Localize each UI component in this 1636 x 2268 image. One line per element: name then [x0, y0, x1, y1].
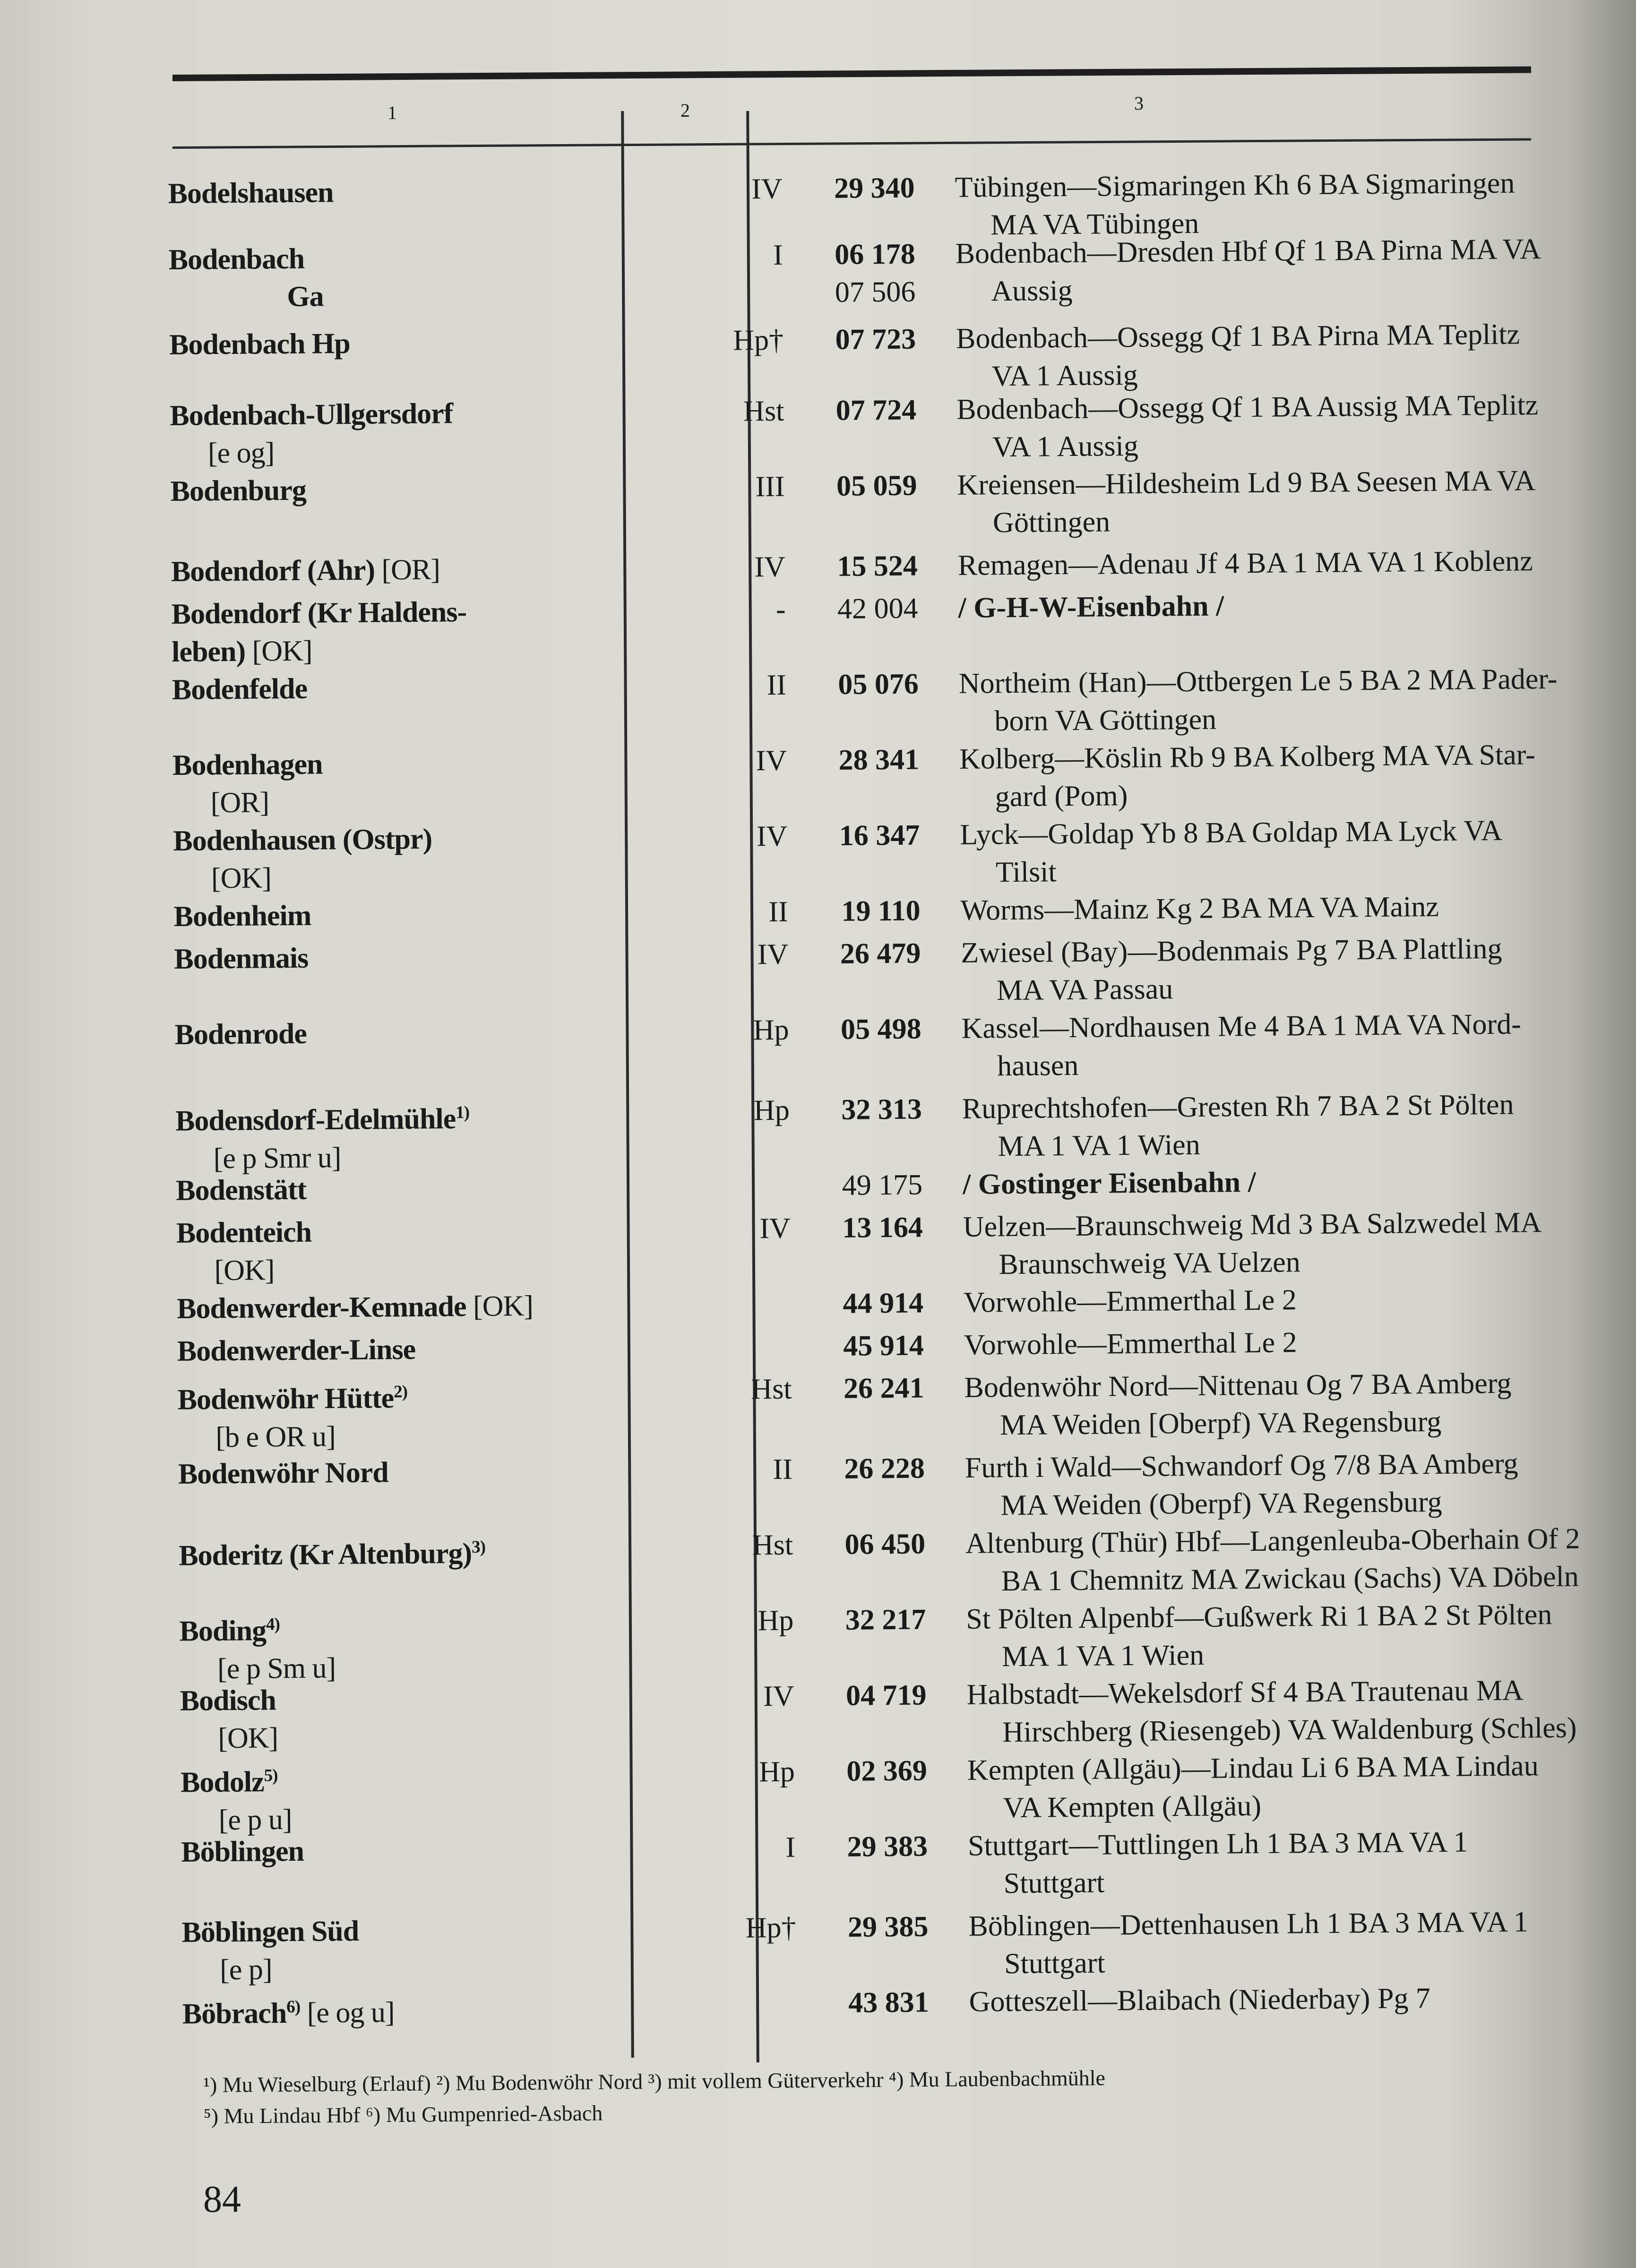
- route-line-continued: hausen: [997, 1049, 1079, 1082]
- route-line: Furth i Wald—Schwandorf Og 7/8 BA Amberg: [964, 1447, 1518, 1484]
- station-number-value: 28 341: [838, 743, 920, 776]
- station-class: Hp†: [733, 324, 784, 357]
- route-line-continued: Hirschberg (Riesengeb) VA Waldenburg (Schles): [1002, 1711, 1577, 1749]
- column-header-1: 1: [387, 102, 397, 123]
- route-line: Gotteszell—Blaibach (Niederbay) Pg 7: [969, 1982, 1431, 2018]
- station-number: [622, 235, 915, 313]
- station-class: I: [785, 1831, 796, 1864]
- route-line: Uelzen—Braunschweig Md 3 BA Salzwedel MA: [963, 1206, 1542, 1243]
- station-number-value: 06 178: [834, 238, 915, 271]
- footnote-mark-4: 4): [266, 1615, 280, 1634]
- station-name: [176, 1211, 588, 1290]
- route-info: [962, 1084, 1636, 1166]
- station-name: [178, 1452, 590, 1493]
- station-name-text: Böbrach: [182, 1997, 287, 2030]
- station-number: [632, 1450, 925, 1490]
- station-class: Hp: [753, 1014, 789, 1047]
- station-number: [628, 1010, 921, 1050]
- table-row: [171, 542, 1565, 588]
- station-name: [179, 1528, 590, 1574]
- route-line-continued: VA Kempten (Allgäu): [1003, 1789, 1262, 1824]
- station-name: [174, 937, 586, 978]
- table-row: [179, 1520, 1580, 1598]
- station-class: III: [755, 470, 785, 503]
- station-number-value: 44 914: [843, 1287, 924, 1320]
- route-info: [969, 1977, 1636, 2021]
- route-info: [959, 659, 1636, 740]
- table-row: [168, 164, 1562, 241]
- station-qualifier: [OR]: [210, 786, 269, 819]
- route-line-continued: BA 1 Chemnitz MA Zwickau (Sachs) VA Döbeln: [1001, 1560, 1579, 1598]
- station-name: [168, 172, 579, 213]
- station-number: [624, 467, 917, 507]
- route-line: Kreiensen—Hildesheim Ld 9 BA Seesen MA VA: [957, 464, 1536, 501]
- table-row: [170, 386, 1564, 470]
- station-number: [629, 1091, 922, 1131]
- station-name-text: Bodenrode: [174, 1017, 307, 1051]
- station-number: [634, 1752, 928, 1792]
- station-class: Hst: [752, 1529, 793, 1562]
- route-line: Bodenbach—Ossegg Qf 1 BA Aussig MA Teplitz: [956, 389, 1539, 426]
- station-number-value: 07 724: [835, 394, 917, 427]
- station-number: [635, 1827, 928, 1867]
- route-line-continued: VA 1 Aussig: [992, 430, 1139, 464]
- route-line: / G-H-W-Eisenbahn /: [958, 590, 1224, 624]
- route-line: Bodenbach—Ossegg Qf 1 BA Pirna MA Teplitz: [956, 318, 1520, 355]
- station-number-value: 04 719: [845, 1679, 927, 1712]
- route-line: Northeim (Han)—Ottbergen Le 5 BA 2 MA Pader-: [958, 662, 1558, 700]
- station-qualifier: [OK]: [211, 862, 272, 895]
- station-name-text: Böblingen: [181, 1835, 304, 1868]
- footnote-mark-2: 2): [393, 1382, 408, 1402]
- route-info: [964, 1320, 1636, 1364]
- route-line-continued: gard (Pom): [995, 780, 1128, 813]
- route-info: [957, 460, 1636, 542]
- station-class: IV: [763, 1680, 794, 1713]
- station-name-text: Bodenburg: [170, 474, 307, 507]
- station-name: [181, 1830, 593, 1871]
- station-number-value: 05 059: [836, 469, 917, 502]
- route-line-continued: MA VA Tübingen: [990, 207, 1199, 241]
- table-row: [175, 1085, 1569, 1175]
- station-number: [627, 816, 920, 857]
- station-number-value: 19 110: [841, 894, 921, 928]
- route-line: Bodenbach—Dresden Hbf Qf 1 BA Pirna MA VA: [955, 233, 1541, 270]
- station-class: IV: [756, 744, 787, 777]
- station-number-value: 43 831: [848, 1986, 930, 2019]
- route-line: Worms—Mainz Kg 2 BA MA VA Mainz: [960, 890, 1439, 927]
- page-number: 84: [203, 2179, 241, 2220]
- station-name-text: Bodenwöhr Nord: [178, 1456, 388, 1490]
- station-class: Hst: [743, 395, 784, 428]
- route-line: Vorwohle—Emmerthal Le 2: [964, 1326, 1297, 1361]
- station-number: [623, 391, 917, 431]
- station-name-text: Bodenhausen (Ostpr): [173, 823, 432, 857]
- station-class: -: [775, 593, 786, 626]
- station-name-text: Bodendorf (Kr Haldens-: [171, 596, 467, 630]
- station-name: [177, 1329, 589, 1370]
- route-info: [961, 1004, 1636, 1085]
- station-status: [OK]: [466, 1290, 534, 1323]
- station-name: [177, 1372, 589, 1456]
- station-qualifier: [e p Sm u]: [217, 1651, 336, 1685]
- column-header-2: 2: [680, 100, 690, 121]
- station-number-value: 07 506: [835, 275, 916, 309]
- station-class: II: [766, 669, 787, 702]
- footnote-mark-1: 1): [455, 1103, 470, 1123]
- station-class: Hst: [751, 1373, 792, 1406]
- station-name-text: Bodenwerder-Linse: [177, 1333, 416, 1367]
- route-info: [963, 1202, 1636, 1284]
- station-qualifier: [e p u]: [218, 1803, 292, 1836]
- footnote-line-2: ⁵) Mu Lindau Hbf ⁶) Mu Gumpenried-Asbach: [203, 2101, 603, 2128]
- station-number: [636, 1983, 929, 2023]
- route-info: [964, 1278, 1636, 1322]
- station-class: II: [773, 1453, 793, 1486]
- route-line-continued: Stuttgart: [1003, 1866, 1105, 1900]
- table-row: [174, 1005, 1568, 1082]
- station-number: [628, 935, 921, 975]
- station-number-value: 49 175: [842, 1168, 923, 1202]
- station-status: [OK]: [245, 635, 312, 668]
- station-name: [169, 323, 581, 364]
- footnote-number: 5: [264, 1766, 273, 1786]
- station-class: I: [773, 239, 783, 271]
- route-line: Kassel—Nordhausen Me 4 BA 1 MA VA Nord-: [961, 1008, 1522, 1045]
- station-number: [626, 741, 920, 781]
- column-header-3: 3: [1134, 93, 1144, 114]
- route-line-continued: Göttingen: [992, 506, 1111, 539]
- station-name: [170, 394, 581, 472]
- route-info: [958, 541, 1636, 584]
- route-line: Böblingen—Dettenhausen Lh 1 BA 3 MA VA 1: [968, 1906, 1529, 1942]
- station-number-value: 16 347: [839, 819, 920, 852]
- route-info: [966, 1670, 1636, 1752]
- station-number-value: 45 914: [843, 1329, 924, 1362]
- station-number: [623, 320, 916, 361]
- station-number-value: 02 369: [846, 1754, 928, 1787]
- route-info: [956, 314, 1636, 395]
- station-number-value: 05 076: [838, 668, 919, 701]
- route-line-continued: Tilsit: [995, 856, 1057, 889]
- station-class: IV: [757, 938, 789, 971]
- station-number-value: 32 217: [845, 1603, 926, 1636]
- route-line: Vorwohle—Emmerthal Le 2: [963, 1284, 1297, 1319]
- route-line: Tübingen—Sigmaringen Kh 6 BA Sigmaringen: [955, 167, 1515, 204]
- route-info: [955, 229, 1636, 310]
- route-line: Lyck—Goldap Yb 8 BA Goldap MA Lyck VA: [960, 814, 1503, 851]
- station-name-text: Bodenheim: [173, 899, 311, 933]
- station-number-value: 13 164: [842, 1211, 923, 1244]
- station-name: [180, 1679, 591, 1758]
- station-name: [175, 1093, 587, 1177]
- station-number: [635, 1907, 929, 1948]
- station-number: [630, 1209, 923, 1249]
- route-line: Zwiesel (Bay)—Bodenmais Pg 7 BA Plattling: [961, 932, 1502, 969]
- station-number: [632, 1525, 926, 1565]
- footnote-mark-3: 3): [471, 1537, 486, 1557]
- station-number-value: 05 498: [840, 1013, 921, 1046]
- route-line-continued: VA 1 Aussig: [991, 359, 1138, 393]
- station-name: [168, 238, 580, 317]
- station-number: [626, 665, 919, 705]
- station-status: [OR]: [374, 553, 440, 586]
- station-name-text: Bodenstätt: [175, 1173, 307, 1207]
- route-line: Ruprechtshofen—Gresten Rh 7 BA 2 St Pölten: [962, 1088, 1514, 1125]
- table-row: [168, 230, 1562, 313]
- station-name: [181, 1910, 593, 1989]
- route-info: [956, 385, 1636, 466]
- route-info: [964, 1363, 1636, 1444]
- station-status: [e og u]: [300, 1996, 395, 2029]
- station-qualifier: [e p]: [219, 1953, 272, 1986]
- footnotes: [203, 2059, 1574, 2132]
- footnote-number: 4: [266, 1615, 275, 1634]
- station-name-text: Bodenteich: [176, 1216, 312, 1249]
- route-line: Kolberg—Köslin Rb 9 BA Kolberg MA VA Star-: [959, 739, 1536, 775]
- station-qualifier: [OK]: [214, 1254, 275, 1287]
- table-row: [169, 315, 1563, 393]
- station-name: [173, 894, 585, 936]
- station-class: IV: [754, 550, 786, 584]
- route-line-continued: MA Weiden (Oberpf) VA Regensburg: [1000, 1486, 1442, 1522]
- route-line: Altenburg (Thür) Hbf—Langenleuba-Oberhain Of 2: [965, 1522, 1580, 1560]
- route-info: [967, 1745, 1636, 1827]
- route-line-continued: MA VA Passau: [996, 973, 1173, 1007]
- station-class: Hp: [753, 1094, 790, 1127]
- route-line-continued: MA 1 VA 1 Wien: [998, 1128, 1200, 1163]
- station-name-text: Bodenwerder-Kemnade: [176, 1290, 466, 1325]
- station-number-value: 06 450: [844, 1528, 926, 1561]
- station-number-value: 26 479: [840, 937, 921, 970]
- station-name-text: Bodenhagen: [172, 748, 323, 782]
- station-name-text: Bodenbach-Ullgersdorf: [170, 397, 453, 432]
- station-number: [625, 547, 918, 587]
- station-name-text: Bodensdorf-Edelmühle: [175, 1102, 456, 1137]
- station-number-value: 32 313: [841, 1093, 922, 1126]
- route-line-continued: Aussig: [991, 274, 1073, 308]
- station-name-continued: leben): [171, 635, 246, 668]
- station-name: [170, 469, 582, 510]
- top-rule: [172, 66, 1531, 81]
- station-name-text: Bodendorf (Ahr): [171, 554, 375, 588]
- station-qualifier: Ga: [287, 280, 324, 313]
- station-class: IV: [756, 820, 788, 853]
- route-line: St Pölten Alpenbf—Gußwerk Ri 1 BA 2 St Pölten: [966, 1598, 1552, 1635]
- station-class: IV: [751, 172, 783, 206]
- station-number: [633, 1600, 926, 1641]
- route-info: [968, 1901, 1636, 1983]
- route-line-continued: Stuttgart: [1004, 1947, 1105, 1980]
- gazetteer-table: [168, 145, 1580, 2036]
- station-number: [630, 1284, 924, 1324]
- station-number-value: 29 383: [847, 1830, 928, 1863]
- station-name: [174, 1013, 586, 1054]
- station-qualifier: [e og]: [207, 437, 275, 470]
- station-name-text: Bodenbach Hp: [169, 327, 350, 361]
- station-class: Hp: [758, 1604, 794, 1637]
- route-info: [960, 810, 1636, 892]
- footnote-line-1: ¹) Mu Wieselburg (Erlauf) ²) Mu Bodenwöhr Nord ³) mit vollem Güterverkehr ⁴) Mu Laubenbachmühle: [203, 2066, 1106, 2097]
- station-name: [172, 743, 584, 822]
- station-number: [629, 1166, 923, 1206]
- station-number: [633, 1676, 927, 1716]
- route-info: [966, 1594, 1636, 1676]
- station-class: II: [768, 895, 788, 928]
- station-number-value: 29 385: [847, 1910, 929, 1943]
- route-line-continued: MA 1 VA 1 Wien: [1001, 1639, 1205, 1673]
- footnote-number: 1: [455, 1103, 464, 1123]
- station-name-text: Bodenmais: [174, 942, 309, 975]
- route-info: [961, 928, 1636, 1010]
- station-name: [182, 1986, 594, 2033]
- station-number: [631, 1369, 924, 1409]
- station-name-text: Bodelshausen: [168, 176, 334, 210]
- station-number-value: 26 228: [844, 1452, 925, 1485]
- station-number: [631, 1327, 924, 1367]
- table-row: [181, 1903, 1576, 1986]
- footnote-number: 6: [286, 1997, 295, 2017]
- station-number-value: 07 723: [835, 323, 916, 356]
- route-line-continued: born VA Göttingen: [994, 703, 1217, 738]
- station-name-text: Boding: [179, 1615, 267, 1648]
- station-name: [179, 1603, 591, 1688]
- station-name: [181, 1754, 592, 1839]
- station-name-text: Bodenfelde: [172, 672, 308, 706]
- table-row: [179, 1596, 1573, 1685]
- station-qualifier: [b e OR u]: [215, 1420, 336, 1453]
- station-number-value: 26 241: [843, 1372, 924, 1405]
- station-name-text: Bodisch: [180, 1684, 276, 1717]
- station-name: [177, 1287, 588, 1328]
- station-name: [176, 1168, 587, 1210]
- route-info: [963, 1160, 1636, 1203]
- station-class: Hp: [758, 1755, 795, 1788]
- station-qualifier: [e p Smr u]: [213, 1141, 341, 1175]
- route-line: Bodenwöhr Nord—Nittenau Og 7 BA Amberg: [964, 1367, 1512, 1404]
- station-name-text: Böblingen Süd: [181, 1915, 359, 1949]
- route-info: [965, 1519, 1636, 1600]
- station-name: [173, 819, 585, 898]
- station-class: IV: [759, 1212, 791, 1245]
- route-line-continued: MA Weiden [Oberpf) VA Regensburg: [999, 1405, 1442, 1442]
- footnote-number: 3: [471, 1537, 480, 1557]
- route-line: Stuttgart—Tuttlingen Lh 1 BA 3 MA VA 1: [967, 1826, 1468, 1862]
- route-line: / Gostinger Eisenbahn /: [962, 1166, 1257, 1201]
- route-info: [959, 734, 1636, 816]
- route-line: Remagen—Adenau Jf 4 BA 1 MA VA 1 Koblenz: [957, 545, 1533, 582]
- station-number: [621, 169, 915, 209]
- station-number: [625, 590, 918, 630]
- table-row: [172, 736, 1567, 819]
- station-number-value: 29 340: [834, 172, 915, 205]
- station-number-value: 42 004: [837, 592, 918, 625]
- route-info: [968, 1821, 1636, 1903]
- route-info: [958, 583, 1636, 627]
- route-line-continued: Braunschweig VA Uelzen: [999, 1246, 1300, 1281]
- route-info: [960, 885, 1636, 929]
- station-name-text: Boderitz (Kr Altenburg): [179, 1537, 472, 1572]
- station-qualifier: [OK]: [218, 1722, 278, 1755]
- footnote-mark-6: 6): [286, 1997, 301, 2017]
- station-class: Hp†: [745, 1911, 796, 1944]
- station-number-value: 15 524: [837, 550, 918, 583]
- route-line: Halbstadt—Wekelsdorf Sf 4 BA Trautenau MA: [966, 1674, 1524, 1711]
- footnote-mark-5: 5): [264, 1766, 278, 1786]
- route-line: Kempten (Allgäu)—Lindau Li 6 BA MA Lindau: [967, 1750, 1539, 1787]
- route-info: [965, 1443, 1636, 1525]
- footnote-number: 2: [393, 1382, 402, 1402]
- station-name: [172, 668, 584, 709]
- station-number: [627, 892, 921, 932]
- station-name-text: Bodenbach: [168, 242, 305, 276]
- station-name-text: Bodenwöhr Hütte: [177, 1382, 394, 1416]
- station-name-text: Bodolz: [180, 1766, 264, 1799]
- station-name: [171, 592, 583, 671]
- station-name: [171, 550, 583, 591]
